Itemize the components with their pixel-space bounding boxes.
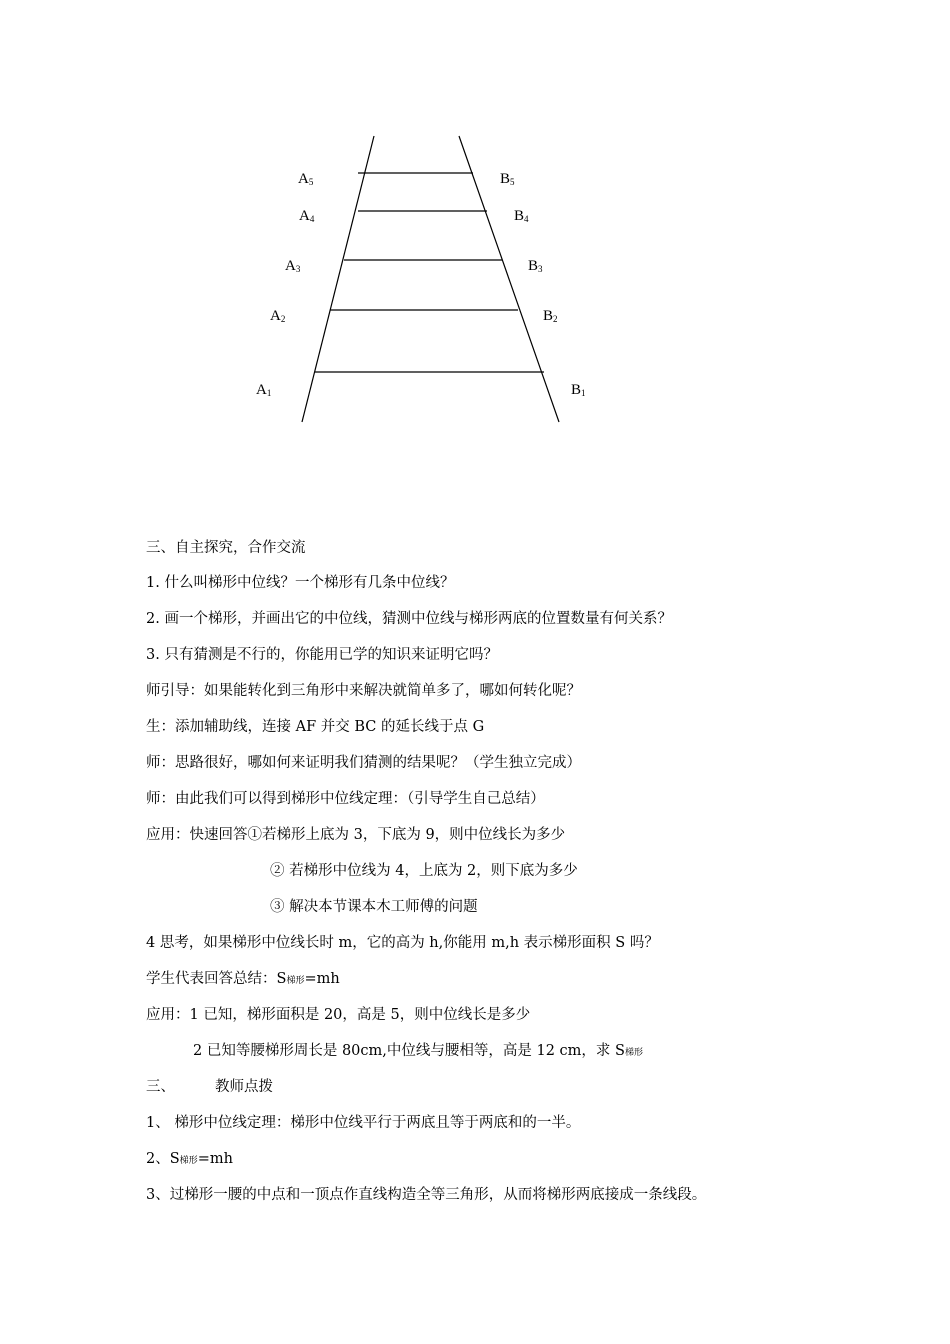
application-b1: 应用：1 已知，梯形面积是 20，高是 5，则中位线长是多少 <box>146 1007 531 1023</box>
teacher-line-2: 师：由此我们可以得到梯形中位线定理：（引导学生自己总结） <box>146 791 545 807</box>
label-b4: $B_4$ <box>514 208 529 224</box>
label-b2: $B_2$ <box>543 308 558 324</box>
teacher-line-1: 师：思路很好，哪如何来证明我们猜测的结果呢？（学生独立完成） <box>146 755 581 771</box>
point-1: 1、 梯形中位线定理：梯形中位线平行于两底且等于两底和的一半。 <box>146 1115 581 1131</box>
question-2: 2. 画一个梯形，并画出它的中位线，猜测中位线与梯形两底的位置数量有何关系？ <box>146 611 672 627</box>
student-answer: 生：添加辅助线，连接 AF 并交 BC 的延长线于点 G <box>146 719 485 735</box>
point-3: 3、过梯形一腰的中点和一顶点作直线构造全等三角形，从而将梯形两底接成一条线段。 <box>146 1187 707 1203</box>
application-b2: 2 已知等腰梯形周长是 80cm,中位线与腰相等，高是 12 cm，求 S梯形 <box>193 1043 643 1059</box>
section-heading: 三、自主探究，合作交流 <box>146 540 306 556</box>
student-summary: 学生代表回答总结：S梯形=mh <box>146 971 340 987</box>
label-a1: $A_1$ <box>256 382 272 398</box>
application-1: 应用：快速回答①若梯形上底为 3，下底为 9，则中位线长为多少 <box>146 827 566 843</box>
label-b3: $B_3$ <box>528 258 543 274</box>
point-2: 2、S梯形=mh <box>146 1151 233 1167</box>
question-3: 3. 只有猜测是不行的，你能用已学的知识来证明它吗？ <box>146 647 498 663</box>
label-a5: $A_5$ <box>298 171 314 187</box>
label-b1: $B_1$ <box>571 382 586 398</box>
section-2-heading: 三、 教师点拨 <box>146 1079 273 1095</box>
application-2: ② 若梯形中位线为 4，上底为 2，则下底为多少 <box>270 863 578 879</box>
label-a4: $A_4$ <box>299 208 315 224</box>
teacher-guide: 师引导：如果能转化到三角形中来解决就简单多了，哪如何转化呢？ <box>146 683 581 699</box>
label-b5: $B_5$ <box>500 171 515 187</box>
label-a3: $A_3$ <box>285 258 301 274</box>
subscript-trapezoid: 梯形 <box>624 1048 643 1058</box>
subscript-trapezoid: 梯形 <box>179 1156 198 1166</box>
think-question-4: 4 思考，如果梯形中位线长时 m，它的高为 h,你能用 m,h 表示梯形面积 S 吗？ <box>146 935 659 951</box>
label-a2: $A_2$ <box>270 308 286 324</box>
application-3: ③ 解决本节课本木工师傅的问题 <box>270 899 478 915</box>
subscript-trapezoid: 梯形 <box>286 976 305 986</box>
question-1: 1. 什么叫梯形中位线？一个梯形有几条中位线？ <box>146 575 455 591</box>
ladder-diagram <box>0 0 950 500</box>
